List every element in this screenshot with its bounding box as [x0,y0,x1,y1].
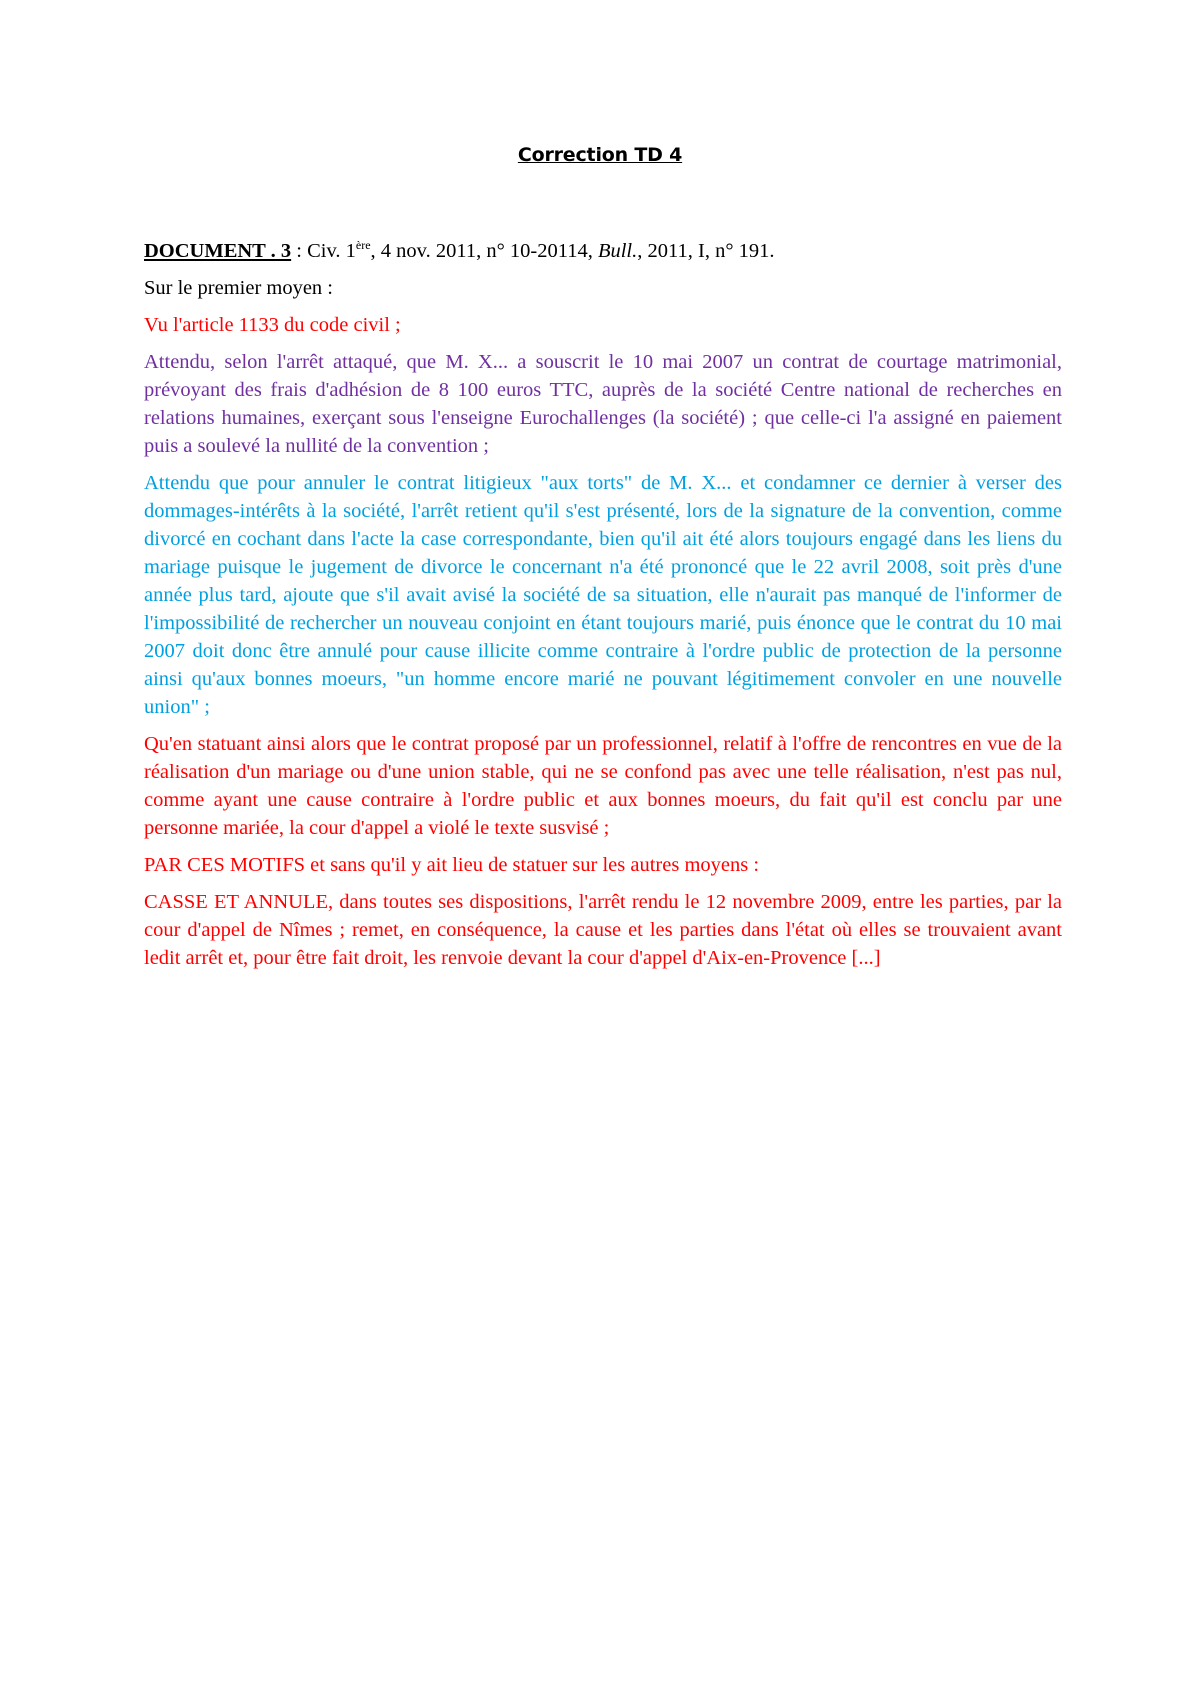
reference-date-number: , 4 nov. 2011, n° 10-20114, [370,240,598,262]
paragraph-par-ces-motifs: PAR CES MOTIFS et sans qu'il y ait lieu de statuer sur les autres moyens : [144,854,760,876]
paragraph-dispositif: CASSE ET ANNULE, dans toutes ses dispositions, l'arrêt rendu le 12 novembre 2009, entre les parties, par la cour d'appel de Nîmes ; remet, en conséquence, la cause et les parties dans l'état où elles se trouvaient avant ledit arrêt et, pour être fait droit, les renvoie devant la cour d'appel d'Aix-en-Provence [...] [144,891,1062,969]
paragraph-faits: Attendu, selon l'arrêt attaqué, que M. X... a souscrit le 10 mai 2007 un contrat de courtage matrimonial, prévoyant des frais d'adhésion de 8 100 euros TTC, auprès de la société Centre national de recherches en relations humaines, exerçant sous l'enseigne Eurochallenges (la société) ; que celle-ci l'a assigné en paiement puis a soulevé la nullité de la convention ; [144,351,1062,457]
paragraph-motifs-cassation: Qu'en statuant ainsi alors que le contrat proposé par un professionnel, relatif à l'offre de rencontres en vue de la réalisation d'un mariage ou d'une union stable, qui ne se confond pas avec une telle réalisation, n'est pas nul, comme ayant une cause contraire à l'ordre public et aux bonnes moeurs, du fait qu'il est conclu par une personne mariée, la cour d'appel a violé le texte susvisé ; [144,733,1062,839]
document-reference [144,237,1062,265]
reference-court: Civ. 1 [307,240,356,262]
document-body [144,237,1062,981]
reference-bulletin: Bull. [597,240,638,262]
document-title: Correction TD 4 [517,144,683,166]
reference-court-superscript: ère [355,238,371,252]
document-label: DOCUMENT . 3 [144,240,292,262]
paragraph-motifs-arret-attaque: Attendu que pour annuler le contrat litigieux "aux torts" de M. X... et condamner ce dernier à verser des dommages-intérêts à la société, l'arrêt retient qu'il s'est présenté, lors de la signature de la convention, comme divorcé en cochant dans l'acte la case correspondante, bien qu'il ait été alors toujours engagé dans les liens du mariage puisque le jugement de divorce le concernant n'a été prononcé que le 22 avril 2008, soit près d'une année plus tard, ajoute que s'il avait avisé la société de sa situation, elle n'aurait pas manqué de l'informer de l'impossibilité de rechercher un nouveau conjoint en étant toujours marié, puis énonce que le contrat du 10 mai 2007 doit donc être annulé pour cause illicite comme contraire à l'ordre public de protection de la personne ainsi qu'aux bonnes moeurs, "un homme encore marié ne pouvant légitimement convoler en une nouvelle union" ; [144,472,1062,718]
paragraph-visa: Vu l'article 1133 du code civil ; [144,314,401,336]
reference-bulletin-details: , 2011, I, n° 191. [637,240,775,262]
paragraph-premier-moyen: Sur le premier moyen : [144,277,334,299]
reference-separator: : [291,240,308,262]
